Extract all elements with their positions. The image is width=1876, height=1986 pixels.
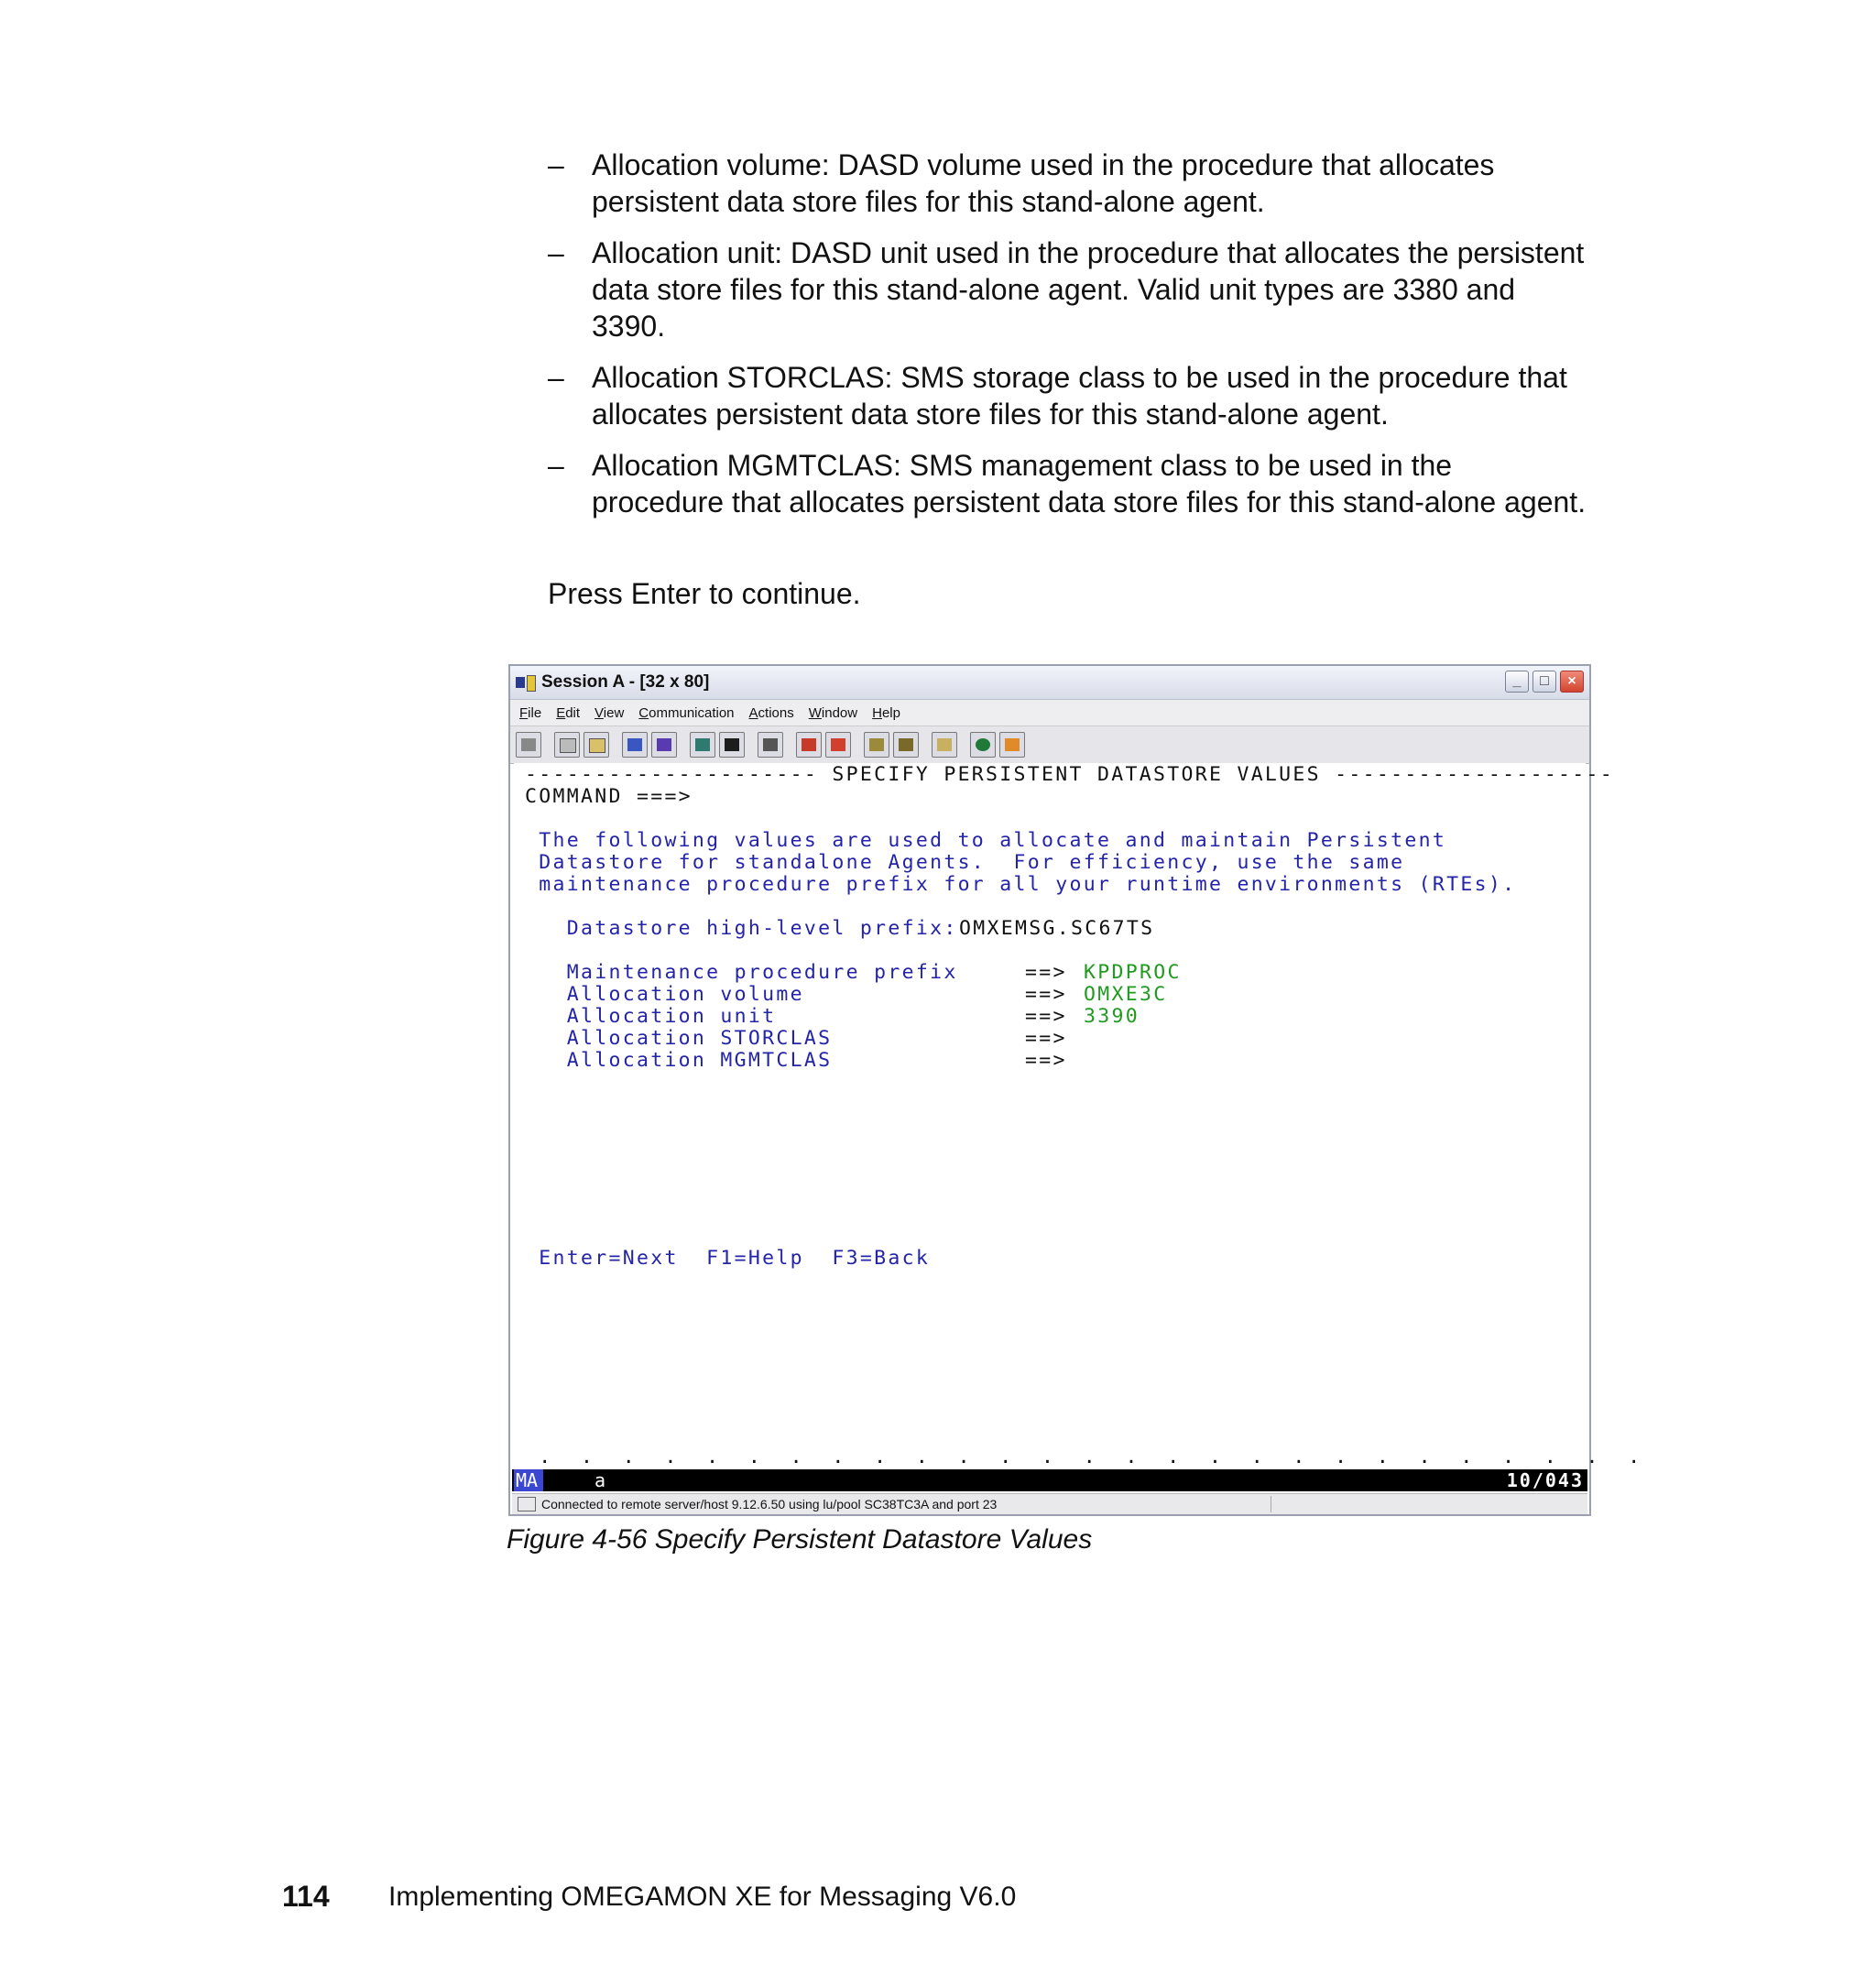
panel-header: --------------------- SPECIFY PERSISTENT DATASTORE VALUES -------------------- — [525, 763, 1615, 786]
macro-stop-icon[interactable] — [825, 732, 851, 758]
screen-dots: . . . . . . . . . . . . . . . . . . . . . . . . . . . — [525, 1446, 1642, 1468]
allocation-volume-input[interactable]: OMXE3C — [1084, 983, 1168, 1006]
menu-file[interactable]: File — [519, 704, 542, 721]
print-screen-icon[interactable] — [516, 732, 541, 758]
menu-view[interactable]: View — [594, 704, 625, 721]
maximize-button[interactable]: □ — [1532, 671, 1556, 693]
field-label: Allocation MGMTCLAS — [525, 1049, 833, 1072]
receive-file-icon[interactable] — [651, 732, 677, 758]
menu-help[interactable]: Help — [872, 704, 900, 721]
field-arrow: ==> — [1025, 961, 1067, 984]
field-arrow: ==> — [1025, 1027, 1067, 1050]
command-prompt[interactable]: COMMAND ===> — [525, 785, 693, 808]
globe-icon[interactable] — [970, 732, 996, 758]
toolbar — [510, 726, 1589, 764]
pencil-icon[interactable] — [999, 732, 1025, 758]
cursor-position: 10/043 — [1506, 1469, 1584, 1491]
terminal-screen[interactable] — [514, 763, 1642, 1468]
field-arrow: ==> — [1025, 1049, 1067, 1072]
close-button[interactable]: × — [1560, 671, 1584, 693]
menu-bar — [510, 700, 1589, 726]
bullet-text: Allocation unit: DASD unit used in the procedure that allocates the persistent data store files for this stand-alone agent. Valid unit types are 3380 and 3390. — [592, 236, 1585, 343]
menu-edit[interactable]: Edit — [556, 704, 581, 721]
bullet-dash: – — [548, 236, 564, 269]
maintenance-prefix-input[interactable]: KPDPROC — [1084, 961, 1182, 984]
copy-icon[interactable] — [554, 732, 580, 758]
intro-line: The following values are used to allocate and maintain Persistent — [525, 829, 1447, 852]
oia-status-bar — [512, 1469, 1587, 1491]
status-indicator: a — [594, 1469, 606, 1491]
terminal-window — [508, 664, 1642, 1516]
field-label: Allocation volume — [525, 983, 804, 1006]
status-segment — [1271, 1496, 1583, 1512]
bullet-list — [548, 147, 1592, 535]
color-map-icon[interactable] — [719, 732, 745, 758]
intro-line: Datastore for standalone Agents. For efficiency, use the same — [525, 851, 1405, 874]
menu-communication[interactable]: Communication — [638, 704, 735, 721]
minimize-button[interactable]: _ — [1505, 671, 1529, 693]
allocation-unit-input[interactable]: 3390 — [1084, 1005, 1140, 1028]
connection-text: Connected to remote server/host 9.12.6.50 using lu/pool SC38TC3A and port 23 — [541, 1497, 998, 1511]
bullet-dash: – — [548, 449, 564, 482]
display-icon[interactable] — [690, 732, 715, 758]
menu-actions[interactable]: Actions — [748, 704, 794, 721]
book-title: Implementing OMEGAMON XE for Messaging V6.0 — [388, 1882, 1017, 1912]
macro-record-icon[interactable] — [796, 732, 822, 758]
hlq-value: OMXEMSG.SC67TS — [959, 917, 1155, 940]
window-title: Session A - [32 x 80] — [541, 672, 710, 692]
press-enter-text: Press Enter to continue. — [548, 577, 861, 610]
bullet-item — [548, 447, 1592, 520]
bullet-text: Allocation MGMTCLAS: SMS management class to be used in the procedure that allocates persistent data store files for this stand-alone agent. — [592, 449, 1587, 518]
figure-caption: Figure 4-56 Specify Persistent Datastore Values — [507, 1524, 1093, 1555]
keyboard-icon[interactable] — [758, 732, 783, 758]
field-label: Allocation unit — [525, 1005, 777, 1028]
field-label: Allocation STORCLAS — [525, 1027, 833, 1050]
connection-icon — [518, 1497, 536, 1511]
field-label: Maintenance procedure prefix — [525, 961, 958, 984]
connection-bar — [512, 1493, 1587, 1514]
field-arrow: ==> — [1025, 983, 1067, 1006]
macro-play-icon[interactable] — [864, 732, 889, 758]
bullet-dash: – — [548, 361, 564, 394]
bullet-dash: – — [548, 148, 564, 181]
field-arrow: ==> — [1025, 1005, 1067, 1028]
bullet-text: Allocation volume: DASD volume used in the procedure that allocates persistent data store files for this stand-alone agent. — [592, 148, 1495, 218]
bullet-text: Allocation STORCLAS: SMS storage class to be used in the procedure that allocates persistent data store files for this stand-alone agent. — [592, 361, 1567, 431]
bullet-item — [548, 235, 1592, 344]
clipboard-icon[interactable] — [932, 732, 957, 758]
menu-window[interactable]: Window — [808, 704, 858, 721]
send-file-icon[interactable] — [622, 732, 648, 758]
paste-icon[interactable] — [584, 732, 609, 758]
bullet-item — [548, 359, 1592, 432]
intro-line: maintenance procedure prefix for all your runtime environments (RTEs). — [525, 873, 1517, 896]
function-keys: Enter=Next F1=Help F3=Back — [525, 1247, 931, 1270]
title-bar — [510, 666, 1589, 700]
window-controls — [1505, 671, 1584, 693]
bullet-item — [548, 147, 1592, 220]
status-mode: MA — [514, 1469, 543, 1491]
page-number: 114 — [282, 1880, 330, 1913]
macro-select-icon[interactable] — [893, 732, 919, 758]
session-app-icon — [516, 673, 536, 692]
hlq-label: Datastore high-level prefix: — [525, 917, 958, 940]
